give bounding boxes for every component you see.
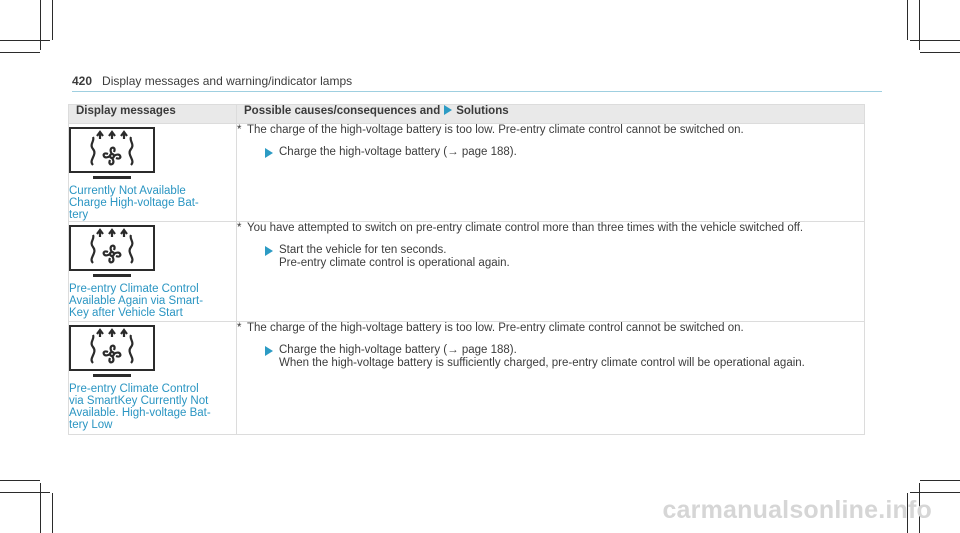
crop-mark <box>910 40 960 41</box>
solution-cell <box>237 322 865 435</box>
page-header-title: Display messages and warning/indicator lamps <box>102 74 353 88</box>
column-header-causes-solutions: Possible causes/consequences and Solutions <box>237 105 865 124</box>
message-cell <box>69 124 237 222</box>
message-cell <box>69 222 237 322</box>
preentry-climate-icon <box>69 127 155 173</box>
table-row <box>69 322 865 435</box>
preentry-climate-icon <box>69 325 155 371</box>
icon-underline <box>93 374 131 377</box>
message-title: Pre-entry Climate Control Available Again via Smart- Key after Vehicle Start <box>69 283 204 319</box>
table-row <box>69 124 865 222</box>
crop-mark <box>920 480 960 481</box>
crop-mark <box>910 492 960 493</box>
crop-mark <box>40 0 41 50</box>
watermark: carmanualsonline.info <box>662 496 932 524</box>
crop-mark <box>40 483 41 533</box>
crop-mark <box>0 492 50 493</box>
icon-underline <box>93 176 131 179</box>
header-divider <box>72 91 882 92</box>
cause-text: * The charge of the high-voltage battery is too low. Pre-entry climate control cannot be switched on. <box>237 124 864 137</box>
preentry-climate-icon <box>69 225 155 271</box>
page-header <box>72 74 352 88</box>
crop-mark <box>907 0 908 40</box>
solution-step <box>265 344 864 370</box>
message-cell <box>69 322 237 435</box>
cause-text: * You have attempted to switch on pre-entry climate control more than three times with the vehicle switched off. <box>237 222 864 235</box>
page-number: 420 <box>72 74 93 88</box>
message-title: Pre-entry Climate Control via SmartKey Currently Not Available. High-voltage Bat- tery Low <box>69 383 211 431</box>
solution-step <box>265 146 864 159</box>
icon-underline <box>93 274 131 277</box>
table-row <box>69 222 865 322</box>
step-arrow-icon <box>265 246 273 256</box>
solution-text: Charge the high-voltage battery (→ page 188). <box>279 344 517 356</box>
cause-text: * The charge of the high-voltage battery is too low. Pre-entry climate control cannot be switched on. <box>237 322 864 335</box>
step-arrow-icon <box>265 148 273 158</box>
step-arrow-icon <box>265 346 273 356</box>
crop-mark <box>919 0 920 50</box>
solution-note: Pre-entry climate control is operational again. <box>279 257 510 269</box>
crop-mark <box>0 52 40 53</box>
solution-text: Start the vehicle for ten seconds. <box>279 244 447 256</box>
table-header-row <box>69 105 865 124</box>
solution-arrow-icon <box>444 105 452 115</box>
crop-mark <box>52 493 53 533</box>
crop-mark <box>0 480 40 481</box>
solution-note: When the high-voltage battery is sufficiently charged, pre-entry climate control will be operational again. <box>279 357 805 369</box>
solution-cell <box>237 222 865 322</box>
crop-mark <box>0 40 50 41</box>
solution-cell <box>237 124 865 222</box>
column-header-display-messages: Display messages <box>69 105 237 124</box>
crop-mark <box>52 0 53 40</box>
message-title: Currently Not Available Charge High-voltage Bat- tery <box>69 185 199 221</box>
display-messages-table <box>68 104 865 435</box>
solution-step <box>265 244 864 270</box>
solution-text: Charge the high-voltage battery (→ page 188). <box>279 146 517 158</box>
crop-mark <box>920 52 960 53</box>
